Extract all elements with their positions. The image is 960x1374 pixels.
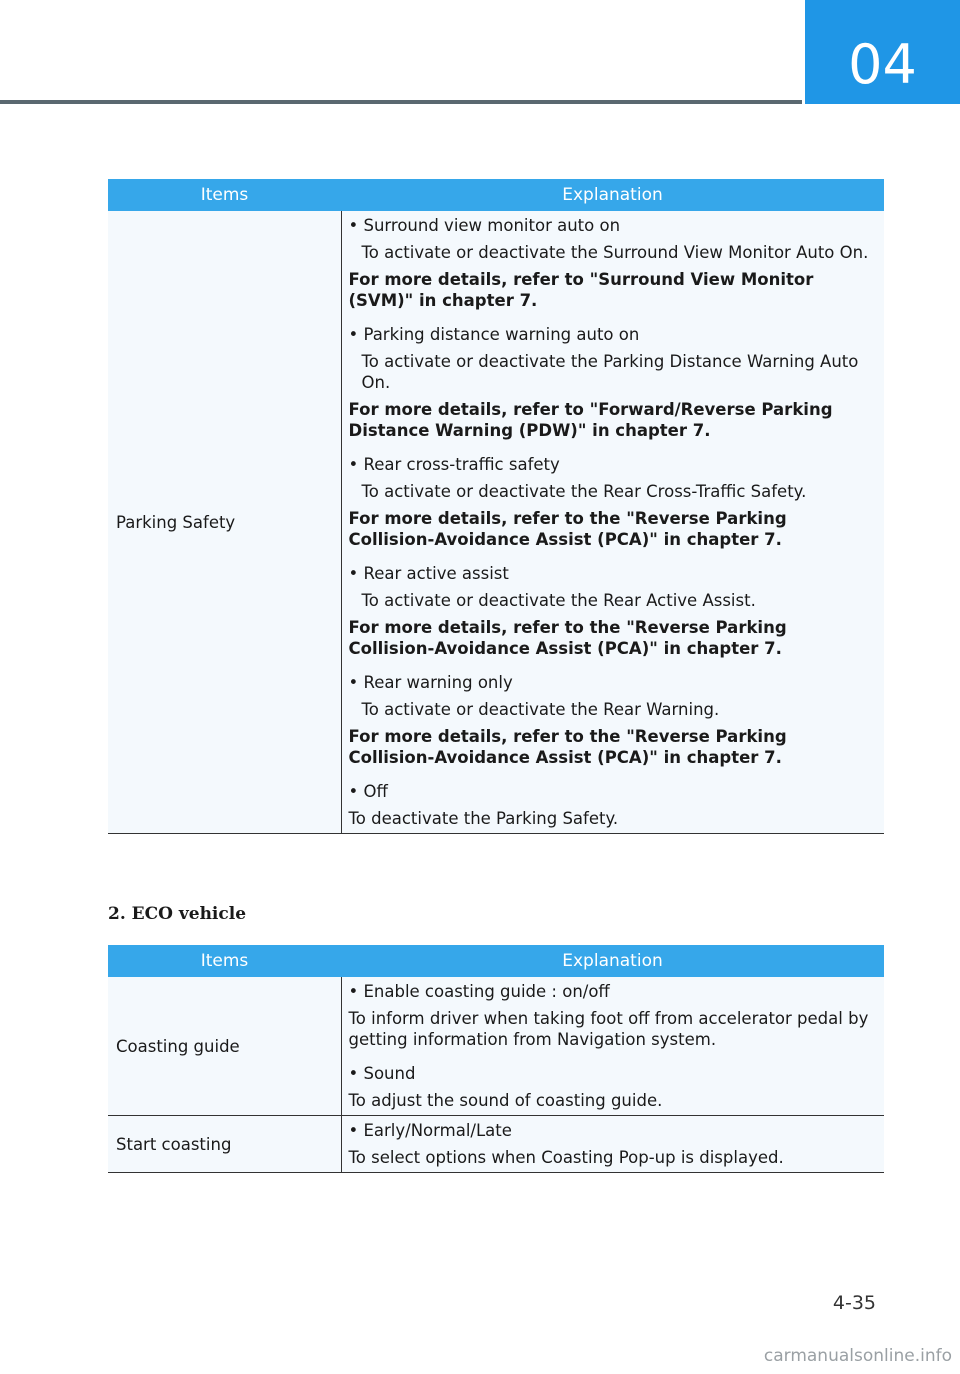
option-bullet: • Rear active assist	[349, 563, 879, 584]
item-cell: Start coasting	[108, 1116, 341, 1173]
option-bullet: • Enable coasting guide : on/off	[349, 981, 879, 1002]
reference-note: For more details, refer to the "Reverse Parking Collision-Avoidance Assist (PCA)" in chapter 7.	[348, 727, 787, 767]
option-bullet: • Rear cross-traffic safety	[349, 454, 879, 475]
option-block	[349, 563, 879, 659]
option-description: To activate or deactivate the Rear Warning.	[361, 700, 720, 719]
section-heading: 2. ECO vehicle	[108, 904, 247, 924]
explanation-header: Explanation	[341, 179, 884, 211]
chapter-number-tab: 04	[805, 0, 960, 104]
table-header-row	[108, 945, 884, 977]
header-divider	[0, 100, 802, 104]
option-bullet: • Rear warning only	[349, 672, 879, 693]
items-header: Items	[108, 945, 341, 977]
eco-vehicle-table	[108, 945, 884, 1173]
option-description: To adjust the sound of coasting guide.	[348, 1091, 663, 1110]
option-block	[349, 672, 879, 768]
option-bullet: • Off	[349, 781, 879, 802]
option-block	[349, 981, 879, 1050]
option-description: To deactivate the Parking Safety.	[348, 809, 619, 828]
reference-note: For more details, refer to the "Reverse Parking Collision-Avoidance Assist (PCA)" in chapter 7.	[348, 509, 787, 549]
option-bullet: • Sound	[349, 1063, 879, 1084]
option-bullet: • Surround view monitor auto on	[349, 215, 879, 236]
watermark-logo: carmanualsonline.info	[763, 1346, 952, 1366]
option-description: To activate or deactivate the Rear Cross-Traffic Safety.	[361, 482, 807, 501]
option-bullet: • Early/Normal/Late	[349, 1120, 879, 1141]
option-description: To select options when Coasting Pop-up is displayed.	[348, 1148, 784, 1167]
item-cell: Coasting guide	[108, 977, 341, 1116]
table-row	[108, 211, 884, 834]
reference-note: For more details, refer to the "Reverse Parking Collision-Avoidance Assist (PCA)" in chapter 7.	[348, 618, 787, 658]
parking-safety-table	[108, 179, 884, 834]
explanation-cell	[341, 1116, 884, 1173]
table-row	[108, 1116, 884, 1173]
explanation-cell	[341, 977, 884, 1116]
explanation-cell	[341, 211, 884, 834]
option-block	[349, 1120, 879, 1168]
option-bullet: • Parking distance warning auto on	[349, 324, 879, 345]
items-header: Items	[108, 179, 341, 211]
option-description: To inform driver when taking foot off from accelerator pedal by getting information from Navigation system.	[348, 1009, 869, 1049]
option-block	[349, 781, 879, 829]
option-block	[349, 454, 879, 550]
item-cell: Parking Safety	[108, 211, 341, 834]
page-number: 4-35	[832, 1292, 876, 1314]
option-block	[349, 215, 879, 311]
explanation-header: Explanation	[341, 945, 884, 977]
reference-note: For more details, refer to "Surround View Monitor (SVM)" in chapter 7.	[348, 270, 814, 310]
table-header-row	[108, 179, 884, 211]
option-block	[349, 1063, 879, 1111]
table-row	[108, 977, 884, 1116]
reference-note: For more details, refer to "Forward/Reverse Parking Distance Warning (PDW)" in chapter 7.	[348, 400, 833, 440]
option-description: To activate or deactivate the Rear Active Assist.	[361, 591, 756, 610]
option-description: To activate or deactivate the Parking Distance Warning Auto On.	[361, 352, 859, 392]
option-block	[349, 324, 879, 441]
option-description: To activate or deactivate the Surround View Monitor Auto On.	[361, 243, 869, 262]
